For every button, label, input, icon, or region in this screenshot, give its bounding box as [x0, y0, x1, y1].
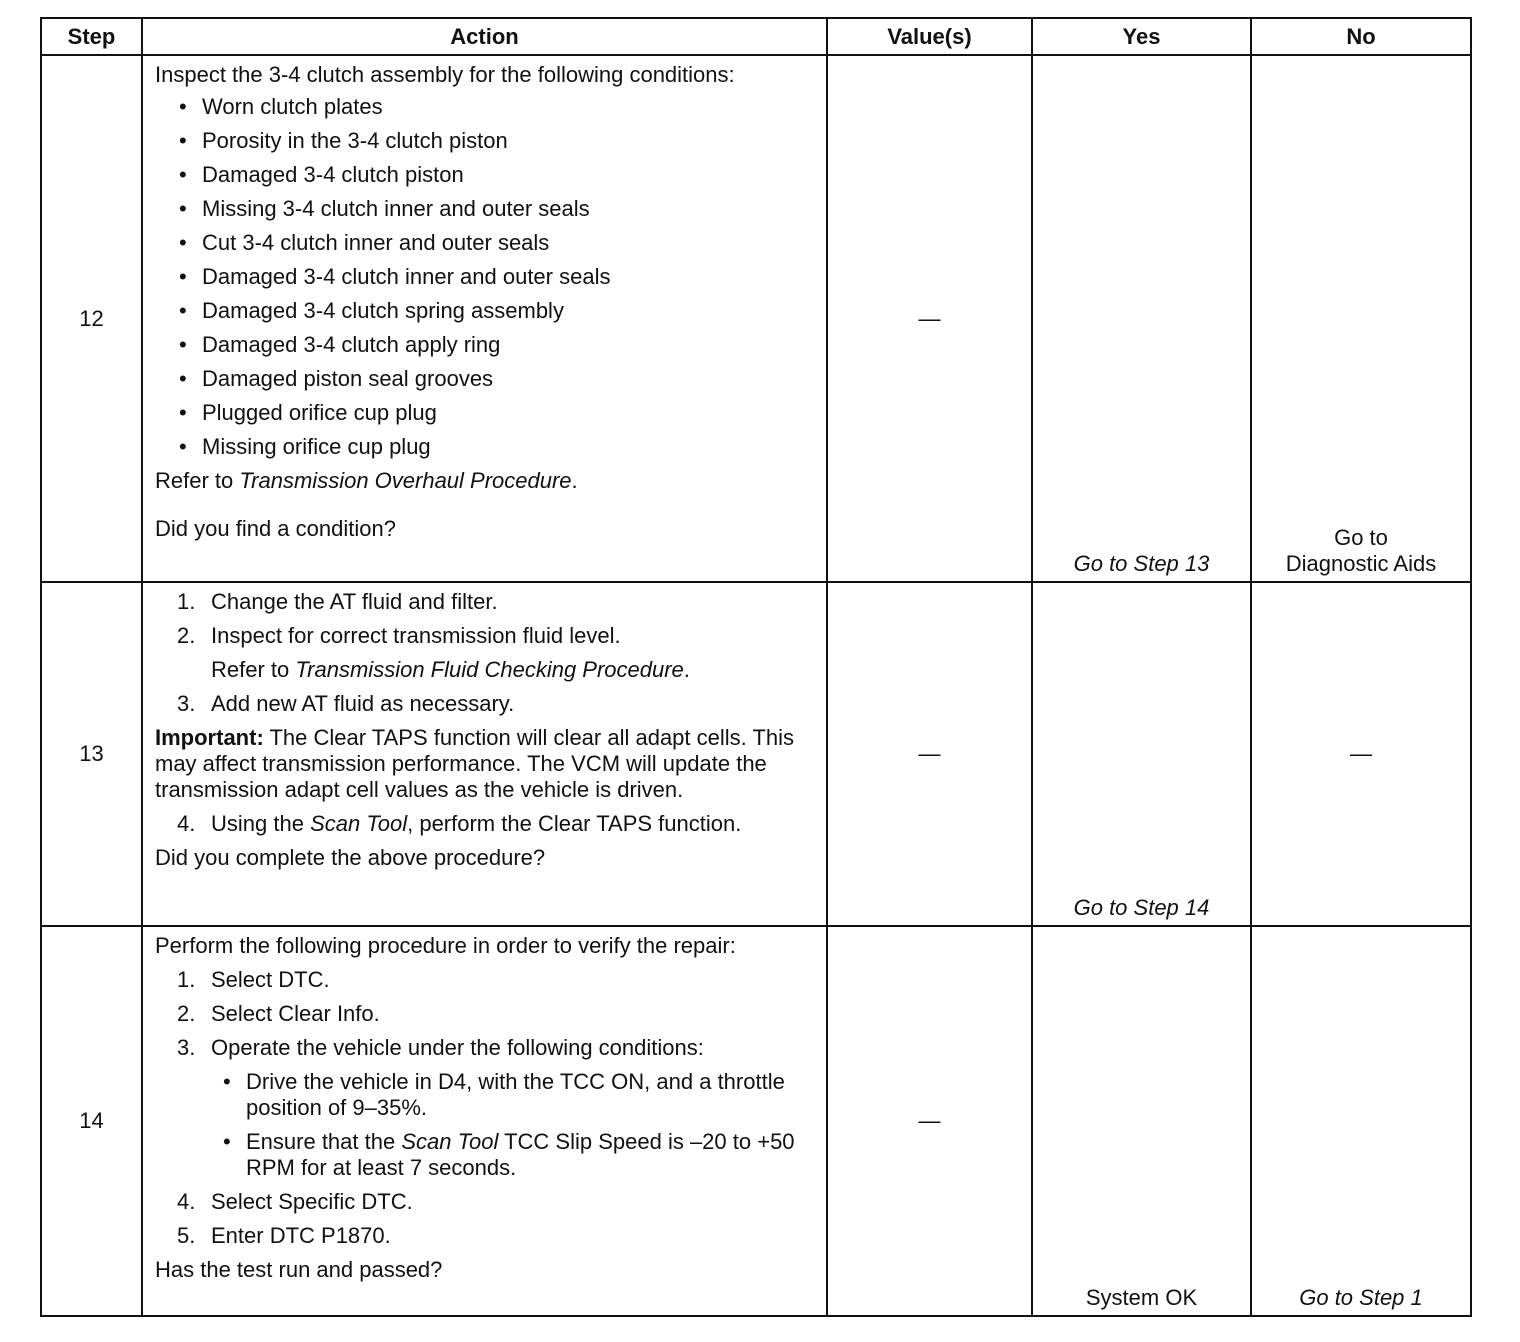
table-row	[41, 926, 1471, 1316]
list-item: • Damaged 3-4 clutch apply ring	[179, 332, 816, 358]
step-text: Using the	[211, 811, 311, 836]
list-item: • Cut 3-4 clutch inner and outer seals	[179, 230, 816, 256]
step-text: Select Clear Info.	[211, 1001, 380, 1026]
list-item: • Worn clutch plates	[179, 94, 816, 120]
list-item: • Porosity in the 3-4 clutch piston	[179, 128, 816, 154]
yes-cell: System OK	[1032, 926, 1251, 1316]
step-text: Select DTC.	[211, 967, 330, 992]
yes-cell: Go to Step 13	[1032, 55, 1251, 582]
action-question: Did you complete the above procedure?	[155, 845, 546, 870]
refer-suffix: .	[571, 468, 578, 493]
table-row	[41, 582, 1471, 926]
step-text: Select Specific DTC.	[211, 1189, 413, 1214]
important-label: Important:	[155, 725, 264, 750]
table-row	[41, 55, 1471, 582]
header-step: Step	[41, 18, 142, 55]
step-index: 4.	[177, 811, 196, 836]
step-number: 13	[41, 582, 142, 926]
step-text: Change the AT fluid and filter.	[211, 589, 498, 614]
condition-sublist	[155, 1069, 816, 1181]
action-cell	[142, 582, 827, 926]
header-row	[41, 18, 1471, 55]
header-values: Value(s)	[827, 18, 1032, 55]
list-item: • Damaged piston seal grooves	[179, 366, 816, 392]
refer-suffix: .	[683, 657, 690, 682]
list-item	[177, 589, 816, 615]
step-text: Operate the vehicle under the following conditions:	[211, 1035, 704, 1060]
step-index: 4.	[177, 1189, 196, 1214]
refer-procedure: Transmission Fluid Checking Procedure	[295, 657, 684, 682]
list-item	[177, 967, 816, 993]
list-item	[177, 691, 816, 717]
sub-text: Ensure that the	[246, 1129, 402, 1154]
procedure-list	[155, 811, 816, 837]
list-item: • Damaged 3-4 clutch spring assembly	[179, 298, 816, 324]
refer-line	[155, 468, 816, 494]
step-text: Enter DTC P1870.	[211, 1223, 391, 1248]
list-item	[177, 623, 816, 683]
step-index: 2.	[177, 623, 196, 648]
list-item	[177, 1223, 816, 1249]
step-number: 12	[41, 55, 142, 582]
step-text: Inspect for correct transmission fluid level.	[211, 623, 621, 648]
action-intro: Perform the following procedure in order to verify the repair:	[155, 933, 736, 958]
important-note	[155, 725, 816, 803]
step-text: , perform the Clear TAPS function.	[407, 811, 742, 836]
sub-refer-line	[211, 657, 816, 683]
list-item	[177, 811, 816, 837]
list-item: • Damaged 3-4 clutch piston	[179, 162, 816, 188]
list-item	[177, 1001, 816, 1027]
diagnostic-table	[40, 17, 1472, 1317]
important-text: The Clear TAPS function will clear all adapt cells. This may affect transmission performance. The VCM will update the transmission adapt cell values as the vehicle is driven.	[155, 725, 795, 802]
procedure-list	[155, 589, 816, 717]
action-question: Has the test run and passed?	[155, 1257, 443, 1282]
list-item	[177, 1189, 816, 1215]
scan-tool-text: Scan Tool	[401, 1129, 499, 1154]
no-line-1: Go to	[1334, 525, 1388, 550]
sub-text: TCC Slip Speed is –20 to +50 RPM for at least 7 seconds.	[246, 1129, 795, 1180]
header-yes: Yes	[1032, 18, 1251, 55]
no-cell	[1251, 55, 1471, 582]
step-number: 14	[41, 926, 142, 1316]
step-index: 3.	[177, 691, 196, 716]
step-index: 2.	[177, 1001, 196, 1026]
value-cell: —	[827, 926, 1032, 1316]
refer-prefix: Refer to	[155, 468, 240, 493]
list-item	[177, 1035, 816, 1061]
no-cell: Go to Step 1	[1251, 926, 1471, 1316]
refer-prefix: Refer to	[211, 657, 296, 682]
action-cell	[142, 55, 827, 582]
value-cell: —	[827, 55, 1032, 582]
list-item: • Drive the vehicle in D4, with the TCC ON, and a throttle position of 9–35%.	[223, 1069, 816, 1121]
value-cell: —	[827, 582, 1032, 926]
list-item	[223, 1129, 816, 1181]
list-item: • Missing orifice cup plug	[179, 434, 816, 460]
condition-list	[155, 94, 816, 460]
action-intro: Inspect the 3-4 clutch assembly for the following conditions:	[155, 62, 735, 87]
list-item: • Damaged 3-4 clutch inner and outer seals	[179, 264, 816, 290]
header-action: Action	[142, 18, 827, 55]
step-index: 5.	[177, 1223, 196, 1248]
refer-procedure: Transmission Overhaul Procedure	[239, 468, 572, 493]
procedure-list	[155, 1189, 816, 1249]
no-line-2: Diagnostic Aids	[1285, 551, 1437, 576]
step-text: Add new AT fluid as necessary.	[211, 691, 515, 716]
no-cell: —	[1251, 582, 1471, 926]
header-no: No	[1251, 18, 1471, 55]
list-item: • Plugged orifice cup plug	[179, 400, 816, 426]
step-index: 1.	[177, 967, 196, 992]
scan-tool-text: Scan Tool	[310, 811, 408, 836]
yes-cell: Go to Step 14	[1032, 582, 1251, 926]
list-item: • Missing 3-4 clutch inner and outer seals	[179, 196, 816, 222]
action-question: Did you find a condition?	[155, 516, 396, 541]
step-index: 3.	[177, 1035, 196, 1060]
step-index: 1.	[177, 589, 196, 614]
procedure-list	[155, 967, 816, 1061]
action-cell	[142, 926, 827, 1316]
